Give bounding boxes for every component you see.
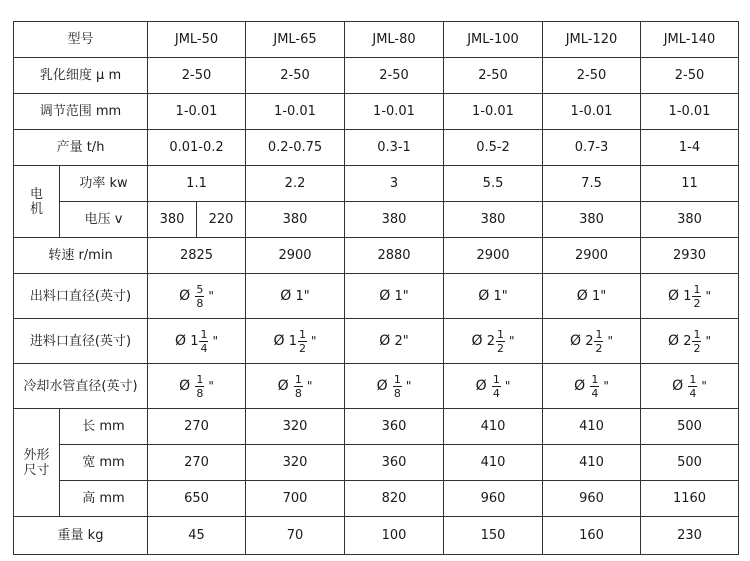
value-cell: 1-0.01 [641, 94, 739, 130]
value-cell: 5.5 [444, 166, 543, 202]
value-cell [444, 364, 543, 409]
model-cell: JML-80 [345, 22, 444, 58]
inch-mark: " [212, 333, 218, 348]
value-cell [148, 274, 246, 319]
value-cell [345, 364, 444, 409]
value-cell: 1-0.01 [543, 94, 641, 130]
fraction-denominator: 4 [200, 341, 208, 355]
value-cell: 380 [148, 202, 197, 238]
fraction [594, 329, 603, 354]
fraction [688, 374, 697, 399]
fraction-denominator: 4 [591, 386, 599, 400]
row-label: 产量 t/h [14, 130, 148, 166]
row-emulsification [14, 58, 739, 94]
fraction-denominator: 2 [595, 341, 603, 355]
value-cell: 270 [148, 409, 246, 445]
fraction-denominator: 8 [196, 296, 204, 310]
fraction-denominator: 4 [689, 386, 697, 400]
value-cell: 2-50 [148, 58, 246, 94]
row-motor-power [14, 166, 739, 202]
dimensions-group-label: 外形 尺寸 [14, 409, 60, 517]
value-cell: 2-50 [444, 58, 543, 94]
spec-table [13, 21, 739, 555]
value-cell: 2-50 [543, 58, 641, 94]
fraction [298, 329, 307, 354]
value-cell: 2-50 [246, 58, 345, 94]
row-label: 转速 r/min [14, 238, 148, 274]
value-cell [246, 364, 345, 409]
row-label: 出料口直径(英寸) [14, 274, 148, 319]
diameter-symbol: Ø [175, 332, 187, 349]
diameter-symbol: Ø [379, 332, 391, 349]
whole-part: 1" [295, 288, 310, 304]
value-cell: 0.3-1 [345, 130, 444, 166]
diameter-symbol: Ø [668, 287, 680, 304]
diameter-symbol: Ø [478, 287, 490, 304]
row-model [14, 22, 739, 58]
value-cell [641, 364, 739, 409]
value-cell: 3 [345, 166, 444, 202]
value-cell: 2.2 [246, 166, 345, 202]
value-cell: 410 [444, 445, 543, 481]
value-cell: 2-50 [641, 58, 739, 94]
row-weight [14, 517, 739, 555]
value-cell: 360 [345, 409, 444, 445]
inch-mark: " [705, 288, 711, 303]
value-cell [543, 319, 641, 364]
row-label: 电压 v [60, 202, 148, 238]
value-cell: 320 [246, 409, 345, 445]
value-cell [148, 319, 246, 364]
value-cell: 0.7-3 [543, 130, 641, 166]
value-cell: 2900 [444, 238, 543, 274]
fraction [199, 329, 208, 354]
value-cell [641, 274, 739, 319]
whole-part: 1" [394, 288, 409, 304]
row-label: 乳化细度 μ m [14, 58, 148, 94]
value-cell: 380 [246, 202, 345, 238]
value-cell: 360 [345, 445, 444, 481]
value-cell [345, 319, 444, 364]
motor-group-label: 电 机 [14, 166, 60, 238]
diameter-symbol: Ø [273, 332, 285, 349]
value-cell: 960 [543, 481, 641, 517]
header-label: 型号 [14, 22, 148, 58]
diameter-symbol: Ø [179, 287, 191, 304]
value-cell [444, 319, 543, 364]
model-cell: JML-65 [246, 22, 345, 58]
inch-mark: " [405, 378, 412, 393]
fraction-numerator: 1 [298, 327, 306, 341]
value-cell: 1160 [641, 481, 739, 517]
value-cell: 100 [345, 517, 444, 555]
model-cell: JML-140 [641, 22, 739, 58]
row-cooling [14, 364, 739, 409]
value-cell: 7.5 [543, 166, 641, 202]
fraction-numerator: 1 [196, 372, 204, 386]
row-label: 长 mm [60, 409, 148, 445]
row-label: 重量 kg [14, 517, 148, 555]
diameter-symbol: Ø [277, 377, 289, 394]
inch-mark: " [208, 378, 214, 393]
whole-part: 2 [683, 333, 692, 349]
diameter-symbol: Ø [376, 377, 388, 394]
fraction [195, 284, 204, 309]
value-cell: 1-0.01 [444, 94, 543, 130]
model-cell: JML-100 [444, 22, 543, 58]
value-cell: 45 [148, 517, 246, 555]
value-cell: 960 [444, 481, 543, 517]
fraction [496, 329, 505, 354]
diameter-symbol: Ø [668, 332, 680, 349]
inch-mark: " [705, 333, 711, 348]
whole-part: 2" [394, 333, 409, 349]
value-cell: 11 [641, 166, 739, 202]
value-cell: 2825 [148, 238, 246, 274]
row-output [14, 130, 739, 166]
value-cell: 0.2-0.75 [246, 130, 345, 166]
value-cell: 220 [197, 202, 246, 238]
value-cell: 700 [246, 481, 345, 517]
fraction [492, 374, 501, 399]
fraction-numerator: 1 [492, 372, 500, 386]
value-cell: 820 [345, 481, 444, 517]
row-motor-voltage [14, 202, 739, 238]
inch-mark: " [607, 333, 613, 348]
value-cell: 2880 [345, 238, 444, 274]
diameter-symbol: Ø [574, 377, 586, 394]
value-cell: 410 [543, 445, 641, 481]
value-cell [148, 364, 246, 409]
row-width [14, 445, 739, 481]
fraction-denominator: 2 [693, 296, 701, 310]
diameter-symbol: Ø [280, 287, 292, 304]
fraction-numerator: 1 [693, 282, 701, 296]
value-cell: 500 [641, 445, 739, 481]
diameter-symbol: Ø [570, 332, 582, 349]
row-label: 进料口直径(英寸) [14, 319, 148, 364]
inch-mark: " [504, 378, 511, 393]
value-cell: 2930 [641, 238, 739, 274]
value-cell: 1-0.01 [246, 94, 345, 130]
value-cell: 500 [641, 409, 739, 445]
value-cell: 70 [246, 517, 345, 555]
inch-mark: " [208, 288, 214, 303]
fraction [590, 374, 599, 399]
row-length [14, 409, 739, 445]
whole-part: 2 [585, 333, 594, 349]
value-cell [641, 319, 739, 364]
fraction-denominator: 2 [693, 341, 701, 355]
diameter-symbol: Ø [672, 377, 684, 394]
diameter-symbol: Ø [471, 332, 483, 349]
diameter-symbol: Ø [379, 287, 391, 304]
fraction [195, 374, 204, 399]
fraction-numerator: 1 [591, 372, 599, 386]
row-outlet [14, 274, 739, 319]
fraction-numerator: 1 [595, 327, 603, 341]
model-cell: JML-50 [148, 22, 246, 58]
value-cell: 1.1 [148, 166, 246, 202]
value-cell: 380 [543, 202, 641, 238]
value-cell [246, 319, 345, 364]
value-cell [246, 274, 345, 319]
value-cell: 410 [543, 409, 641, 445]
value-cell [444, 274, 543, 319]
whole-part: 1 [288, 333, 297, 349]
row-label: 宽 mm [60, 445, 148, 481]
value-cell: 320 [246, 445, 345, 481]
value-cell [345, 274, 444, 319]
whole-part: 1" [591, 288, 607, 304]
row-label: 高 mm [60, 481, 148, 517]
row-label: 功率 kw [60, 166, 148, 202]
value-cell: 650 [148, 481, 246, 517]
inch-mark: " [603, 378, 609, 393]
diameter-symbol: Ø [475, 377, 487, 394]
whole-part: 1 [190, 333, 199, 349]
value-cell: 2900 [246, 238, 345, 274]
value-cell: 1-0.01 [148, 94, 246, 130]
fraction-denominator: 2 [298, 341, 306, 355]
value-cell: 0.5-2 [444, 130, 543, 166]
model-cell: JML-120 [543, 22, 641, 58]
value-cell: 380 [641, 202, 739, 238]
value-cell: 380 [444, 202, 543, 238]
fraction-numerator: 1 [689, 372, 697, 386]
fraction-denominator: 2 [496, 341, 504, 355]
value-cell: 230 [641, 517, 739, 555]
whole-part: 1" [493, 288, 508, 304]
row-label: 冷却水管直径(英寸) [14, 364, 148, 409]
value-cell: 160 [543, 517, 641, 555]
fraction [692, 284, 701, 309]
value-cell: 150 [444, 517, 543, 555]
diameter-symbol: Ø [576, 287, 588, 304]
value-cell: 270 [148, 445, 246, 481]
fraction-numerator: 1 [393, 372, 401, 386]
value-cell: 0.01-0.2 [148, 130, 246, 166]
fraction-denominator: 8 [196, 386, 204, 400]
value-cell: 410 [444, 409, 543, 445]
value-cell: 2900 [543, 238, 641, 274]
diameter-symbol: Ø [179, 377, 191, 394]
value-cell: 380 [345, 202, 444, 238]
value-cell [543, 364, 641, 409]
value-cell: 1-0.01 [345, 94, 444, 130]
fraction-numerator: 5 [196, 282, 204, 296]
fraction [692, 329, 701, 354]
value-cell: 1-4 [641, 130, 739, 166]
value-cell [543, 274, 641, 319]
fraction-numerator: 1 [693, 327, 701, 341]
fraction [294, 374, 303, 399]
fraction-numerator: 1 [294, 372, 302, 386]
whole-part: 2 [486, 333, 495, 349]
inch-mark: " [306, 378, 313, 393]
inch-mark: " [310, 333, 317, 348]
fraction-numerator: 1 [496, 327, 504, 341]
fraction-denominator: 4 [492, 386, 500, 400]
inch-mark: " [508, 333, 515, 348]
row-speed [14, 238, 739, 274]
fraction-denominator: 8 [294, 386, 302, 400]
row-adjust-range [14, 94, 739, 130]
fraction-numerator: 1 [200, 327, 208, 341]
inch-mark: " [701, 378, 707, 393]
value-cell: 2-50 [345, 58, 444, 94]
whole-part: 1 [683, 288, 692, 304]
row-height [14, 481, 739, 517]
fraction [393, 374, 402, 399]
row-label: 调节范围 mm [14, 94, 148, 130]
row-inlet [14, 319, 739, 364]
fraction-denominator: 8 [393, 386, 401, 400]
